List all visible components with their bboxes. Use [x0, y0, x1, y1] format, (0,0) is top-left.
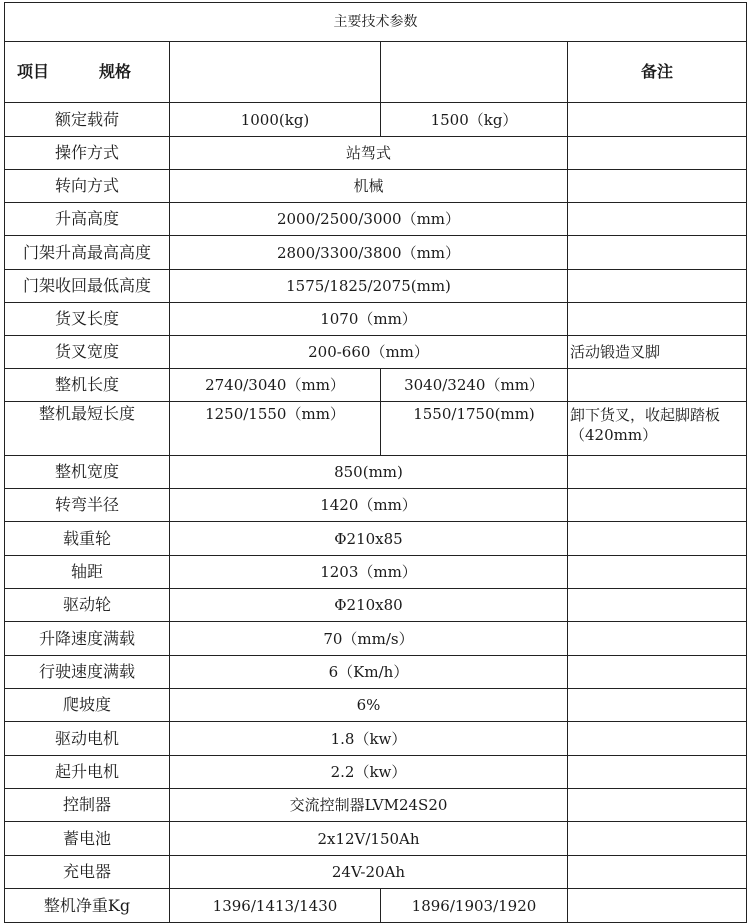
- row-label: 货叉宽度: [5, 336, 170, 369]
- row-value: 1420（mm）: [170, 489, 568, 522]
- row-value-2000kg-col: 1550/1750(mm): [381, 402, 568, 456]
- row-label: 升高高度: [5, 203, 170, 236]
- row-remark: [568, 789, 747, 822]
- row-label: 门架收回最低高度: [5, 270, 170, 303]
- table-row: [5, 103, 747, 137]
- table-row: [5, 369, 747, 402]
- row-value-1500kg-col: 2740/3040（mm）: [170, 369, 381, 402]
- row-label: 操作方式: [5, 137, 170, 170]
- row-label: 充电器: [5, 856, 170, 889]
- row-value: 2800/3300/3800（mm）: [170, 236, 568, 270]
- row-label: 升降速度满载: [5, 622, 170, 656]
- row-label: 转弯半径: [5, 489, 170, 522]
- row-label: 驱动轮: [5, 589, 170, 622]
- spec-table: [4, 2, 747, 923]
- header-item-spec: [5, 42, 170, 103]
- row-label: 行驶速度满载: [5, 656, 170, 689]
- row-label: 驱动电机: [5, 722, 170, 756]
- header-blank-2: [381, 42, 568, 103]
- row-value: 机械: [170, 170, 568, 203]
- row-remark: [568, 556, 747, 589]
- row-label: 载重轮: [5, 522, 170, 556]
- row-value: 2.2（kw）: [170, 756, 568, 789]
- table-row: [5, 756, 747, 789]
- row-value: 2000/2500/3000（mm）: [170, 203, 568, 236]
- row-remark: [568, 656, 747, 689]
- row-label: 门架升高最高高度: [5, 236, 170, 270]
- header-remark: 备注: [568, 42, 747, 103]
- row-value: 交流控制器LVM24S20: [170, 789, 568, 822]
- table-row: [5, 236, 747, 270]
- row-remark: [568, 303, 747, 336]
- row-remark: [568, 622, 747, 656]
- row-label: 整机长度: [5, 369, 170, 402]
- row-remark: [568, 689, 747, 722]
- row-remark: [568, 270, 747, 303]
- table-row: [5, 270, 747, 303]
- row-label: 整机净重Kg: [5, 889, 170, 923]
- row-remark: [568, 489, 747, 522]
- row-remark: [568, 103, 747, 137]
- table-row: [5, 722, 747, 756]
- row-label: 整机宽度: [5, 456, 170, 489]
- row-label: 起升电机: [5, 756, 170, 789]
- row-value: 24V-20Ah: [170, 856, 568, 889]
- row-value: 1070（mm）: [170, 303, 568, 336]
- row-value: 2x12V/150Ah: [170, 822, 568, 856]
- row-value: 200-660（mm）: [170, 336, 568, 369]
- row-remark: [568, 856, 747, 889]
- table-row: [5, 303, 747, 336]
- row-label: 转向方式: [5, 170, 170, 203]
- row-remark: [568, 522, 747, 556]
- row-remark: 卸下货叉，收起脚踏板（420mm）: [568, 402, 747, 456]
- title-row: [5, 3, 747, 42]
- table-row: [5, 336, 747, 369]
- row-label: 蓄电池: [5, 822, 170, 856]
- row-label: 货叉长度: [5, 303, 170, 336]
- row-remark: [568, 456, 747, 489]
- row-remark: [568, 170, 747, 203]
- table-row: [5, 203, 747, 236]
- row-label: 轴距: [5, 556, 170, 589]
- row-value: 6（Km/h）: [170, 656, 568, 689]
- table-row: [5, 489, 747, 522]
- table-row: [5, 622, 747, 656]
- header-row: [5, 42, 747, 103]
- table-row: [5, 456, 747, 489]
- row-value: 70（mm/s）: [170, 622, 568, 656]
- row-label: 爬坡度: [5, 689, 170, 722]
- table-row: [5, 589, 747, 622]
- table-row: [5, 170, 747, 203]
- table-row: [5, 889, 747, 923]
- row-value: 站驾式: [170, 137, 568, 170]
- row-value: 1575/1825/2075(mm): [170, 270, 568, 303]
- row-label: 控制器: [5, 789, 170, 822]
- row-remark: [568, 137, 747, 170]
- table-row: [5, 656, 747, 689]
- row-value: Φ210x80: [170, 589, 568, 622]
- row-remark: [568, 756, 747, 789]
- row-value-2000kg-col: 3040/3240（mm）: [381, 369, 568, 402]
- row-remark: [568, 722, 747, 756]
- row-remark: 活动锻造叉脚: [568, 336, 747, 369]
- table-row: [5, 822, 747, 856]
- row-value-1500kg-col: 1000(kg): [170, 103, 381, 137]
- header-item: 项目: [17, 62, 50, 81]
- row-remark: [568, 889, 747, 923]
- row-value: 6%: [170, 689, 568, 722]
- table-row: [5, 522, 747, 556]
- row-value: 1.8（kw）: [170, 722, 568, 756]
- row-remark: [568, 589, 747, 622]
- row-value: 1203（mm）: [170, 556, 568, 589]
- table-row: [5, 137, 747, 170]
- row-value-2000kg-col: 1500（kg）: [381, 103, 568, 137]
- row-remark: [568, 236, 747, 270]
- row-value-2000kg-col: 1896/1903/1920: [381, 889, 568, 923]
- row-value-1500kg-col: 1250/1550（mm）: [170, 402, 381, 456]
- row-value: Φ210x85: [170, 522, 568, 556]
- table-row: [5, 856, 747, 889]
- table-title: 主要技术参数: [5, 3, 747, 42]
- row-label: 整机最短长度: [5, 402, 170, 456]
- row-label: 额定载荷: [5, 103, 170, 137]
- table-row: [5, 789, 747, 822]
- table-row: [5, 689, 747, 722]
- row-remark: [568, 203, 747, 236]
- row-value-1500kg-col: 1396/1413/1430: [170, 889, 381, 923]
- row-remark: [568, 822, 747, 856]
- header-spec: 规格: [99, 62, 132, 81]
- table-row: [5, 402, 747, 456]
- row-value: 850(mm): [170, 456, 568, 489]
- row-remark: [568, 369, 747, 402]
- table-row: [5, 556, 747, 589]
- header-blank-1: [170, 42, 381, 103]
